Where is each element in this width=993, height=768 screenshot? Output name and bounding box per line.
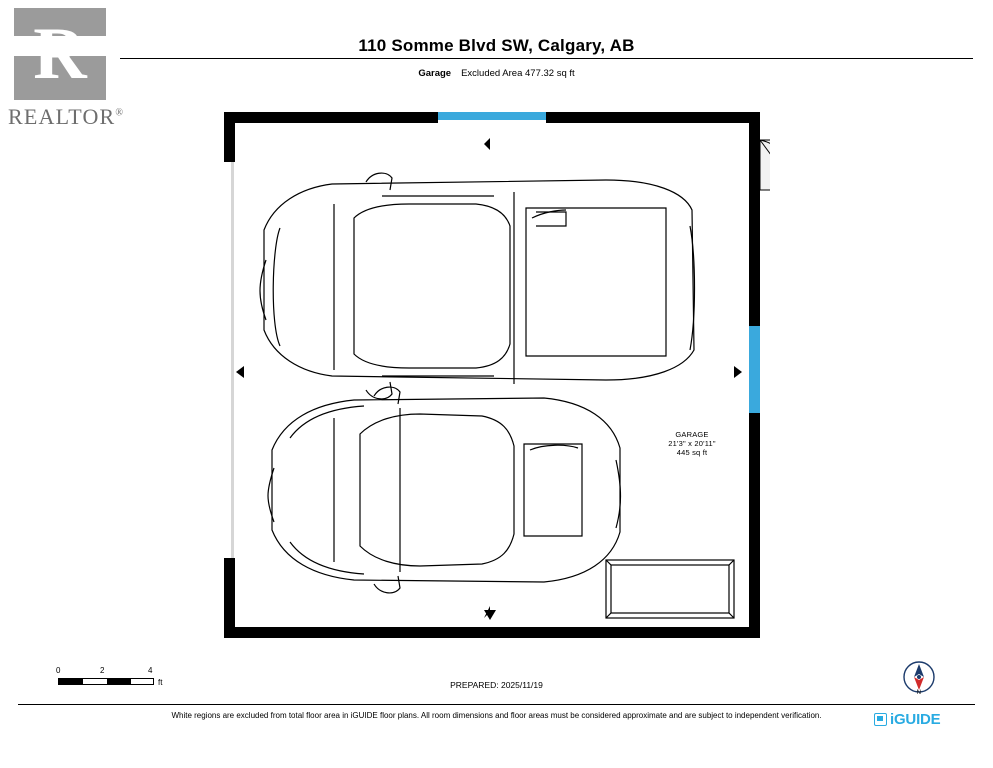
scale-bar-unit: ft xyxy=(158,678,163,687)
page-title-text: 110 Somme Blvd SW, Calgary, AB xyxy=(348,36,644,55)
prepared-date: PREPARED: 2025/11/19 xyxy=(450,680,543,690)
room-label-dimensions: 21'3" x 20'11" xyxy=(668,439,716,448)
footer-disclaimer: White regions are excluded from total floor area in iGUIDE floor plans. All room dimensions and floor areas must be considered approximate and are subject to independent verification. xyxy=(171,711,822,720)
compass-icon xyxy=(896,659,942,705)
side-door xyxy=(749,326,760,413)
scale-bar-ticks xyxy=(52,666,156,676)
plan-subtitle-value: Excluded Area 477.32 sq ft xyxy=(461,68,575,79)
iguide-wordmark: iGUIDE xyxy=(890,710,941,728)
registered-trademark-icon: ® xyxy=(115,107,125,119)
page-title xyxy=(0,36,993,56)
entry-door xyxy=(760,140,770,190)
scale-tick-0: 0 xyxy=(56,666,61,675)
suv-vehicle xyxy=(260,173,695,399)
plan-subtitle-label: Garage xyxy=(418,68,452,79)
scale-tick-1: 2 xyxy=(100,666,105,675)
scale-tick-2: 4 xyxy=(148,666,153,675)
compass-north-label: N xyxy=(916,690,922,696)
footer-divider xyxy=(18,704,975,705)
plan-subtitle xyxy=(0,68,993,79)
realtor-logo-word: REALTOR xyxy=(8,104,116,129)
sedan-vehicle xyxy=(268,387,621,593)
realtor-logo-wordmark xyxy=(8,104,124,130)
floorplan-drawing xyxy=(214,108,770,653)
header-divider xyxy=(120,58,973,59)
workbench xyxy=(606,560,734,618)
room-label xyxy=(632,430,752,457)
overhead-garage-door xyxy=(438,112,546,120)
room-label-name: GARAGE xyxy=(675,430,709,439)
room-label-area: 445 sq ft xyxy=(676,448,708,457)
compass-rose xyxy=(896,659,942,705)
